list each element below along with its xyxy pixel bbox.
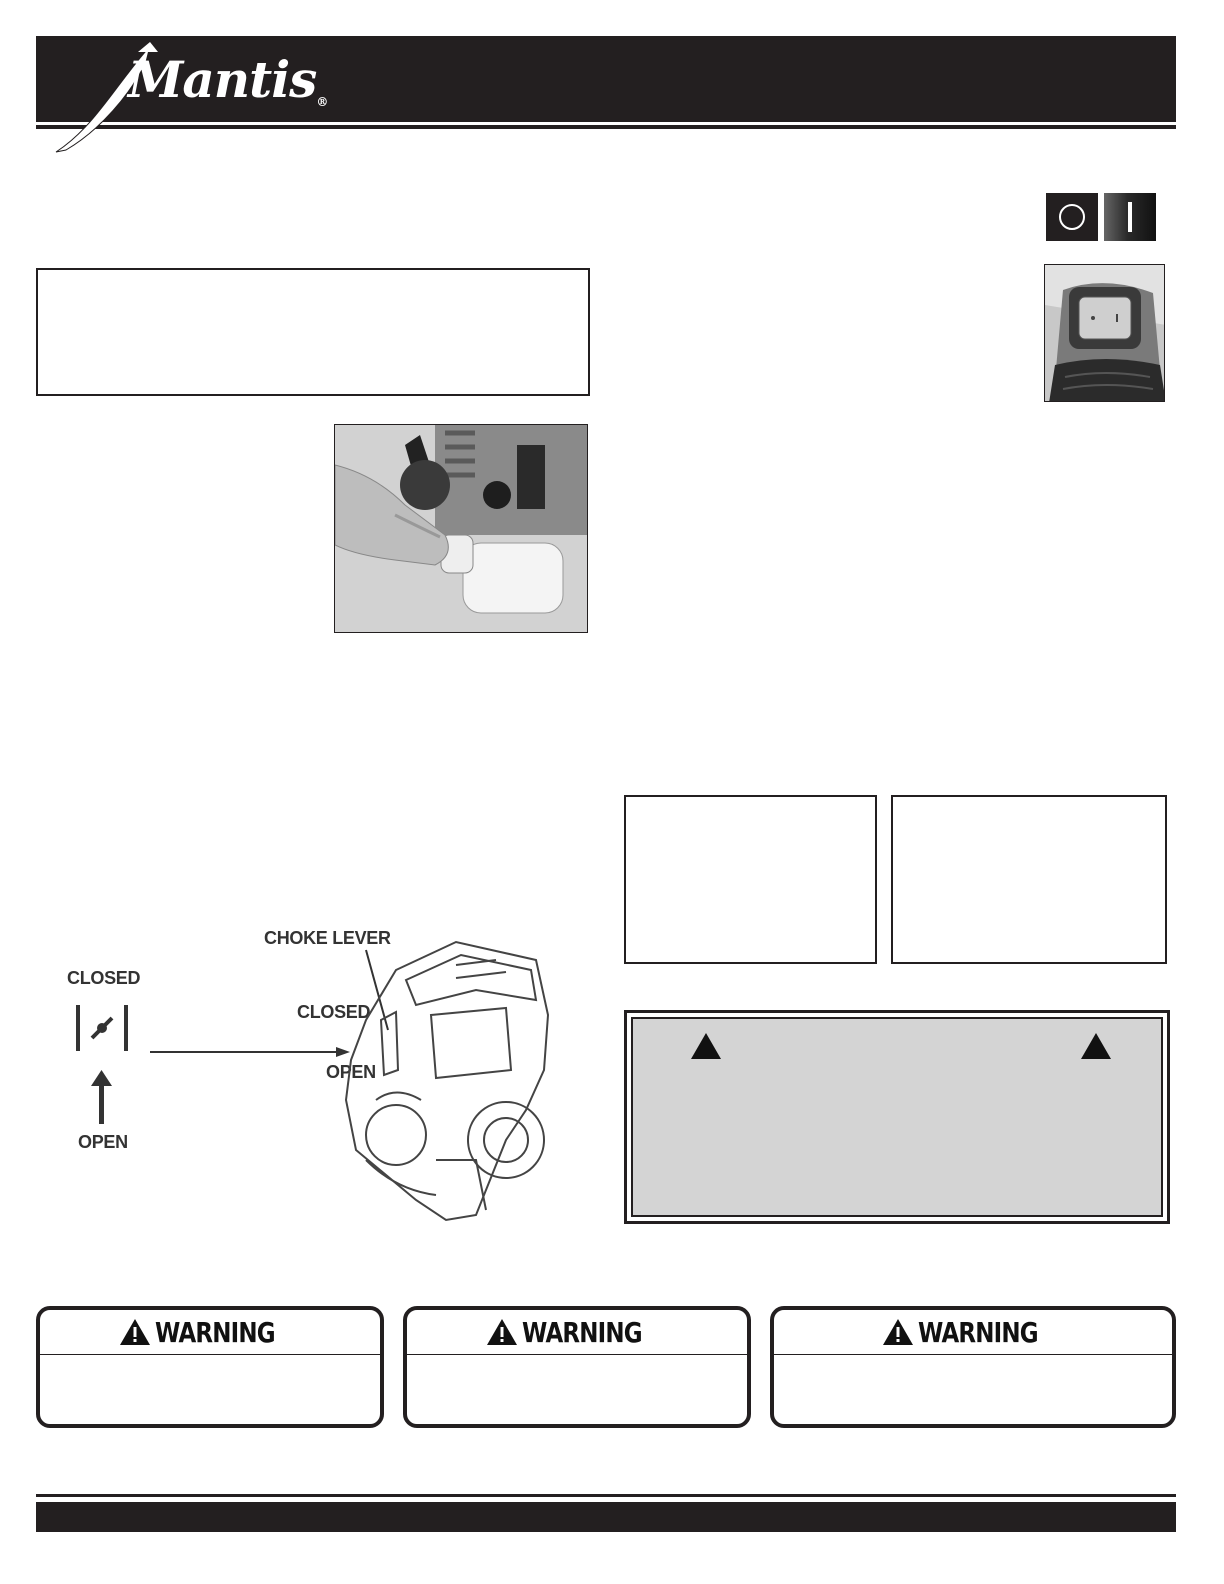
label-closed-left: CLOSED — [67, 968, 141, 988]
brand-wordmark — [128, 50, 327, 109]
note-box — [36, 268, 590, 396]
circle-off-icon — [1059, 204, 1085, 230]
switch-on-symbol — [1104, 193, 1156, 241]
warning-triangle-icon — [1081, 1033, 1111, 1059]
caution-panel-inner — [631, 1017, 1163, 1217]
switch-off-mark — [1091, 316, 1095, 320]
spec-box-left — [624, 795, 877, 964]
ignition-switch-photo — [1044, 264, 1165, 402]
label-open-left: OPEN — [78, 1132, 128, 1152]
label-open-right: OPEN — [326, 1062, 376, 1082]
label-closed-right: CLOSED — [297, 1002, 371, 1022]
registered-mark: ® — [316, 95, 328, 109]
warning-title: WARNING — [521, 1315, 642, 1349]
warning-triangle-icon — [691, 1033, 721, 1059]
primer-bulb-photo — [334, 424, 588, 633]
warning-triangle-icon — [882, 1317, 914, 1347]
warning-box — [403, 1306, 751, 1428]
warning-title: WARNING — [917, 1315, 1038, 1349]
brand-name: Mantis — [128, 50, 317, 109]
footer-rule — [36, 1494, 1176, 1497]
warning-title: WARNING — [154, 1315, 275, 1349]
warning-box — [36, 1306, 384, 1428]
bar-on-icon — [1128, 202, 1132, 232]
warning-header — [40, 1310, 380, 1355]
warning-triangle-icon — [486, 1317, 518, 1347]
leader-arrow — [150, 1047, 350, 1057]
switch-off-symbol — [1046, 193, 1098, 241]
choke-symbol-icon — [76, 1005, 128, 1051]
label-choke-lever: CHOKE LEVER — [264, 928, 391, 948]
choke-diagram — [36, 920, 596, 1230]
caution-panel — [624, 1010, 1170, 1224]
warning-header — [407, 1310, 747, 1355]
warning-header — [774, 1310, 1172, 1355]
footer-bar — [36, 1502, 1176, 1532]
warning-triangle-icon — [119, 1317, 151, 1347]
switch-on-mark — [1116, 314, 1118, 322]
warning-box — [770, 1306, 1176, 1428]
choke-diagram-art — [36, 920, 596, 1230]
spec-box-right — [891, 795, 1167, 964]
open-arrow-icon — [91, 1070, 112, 1124]
